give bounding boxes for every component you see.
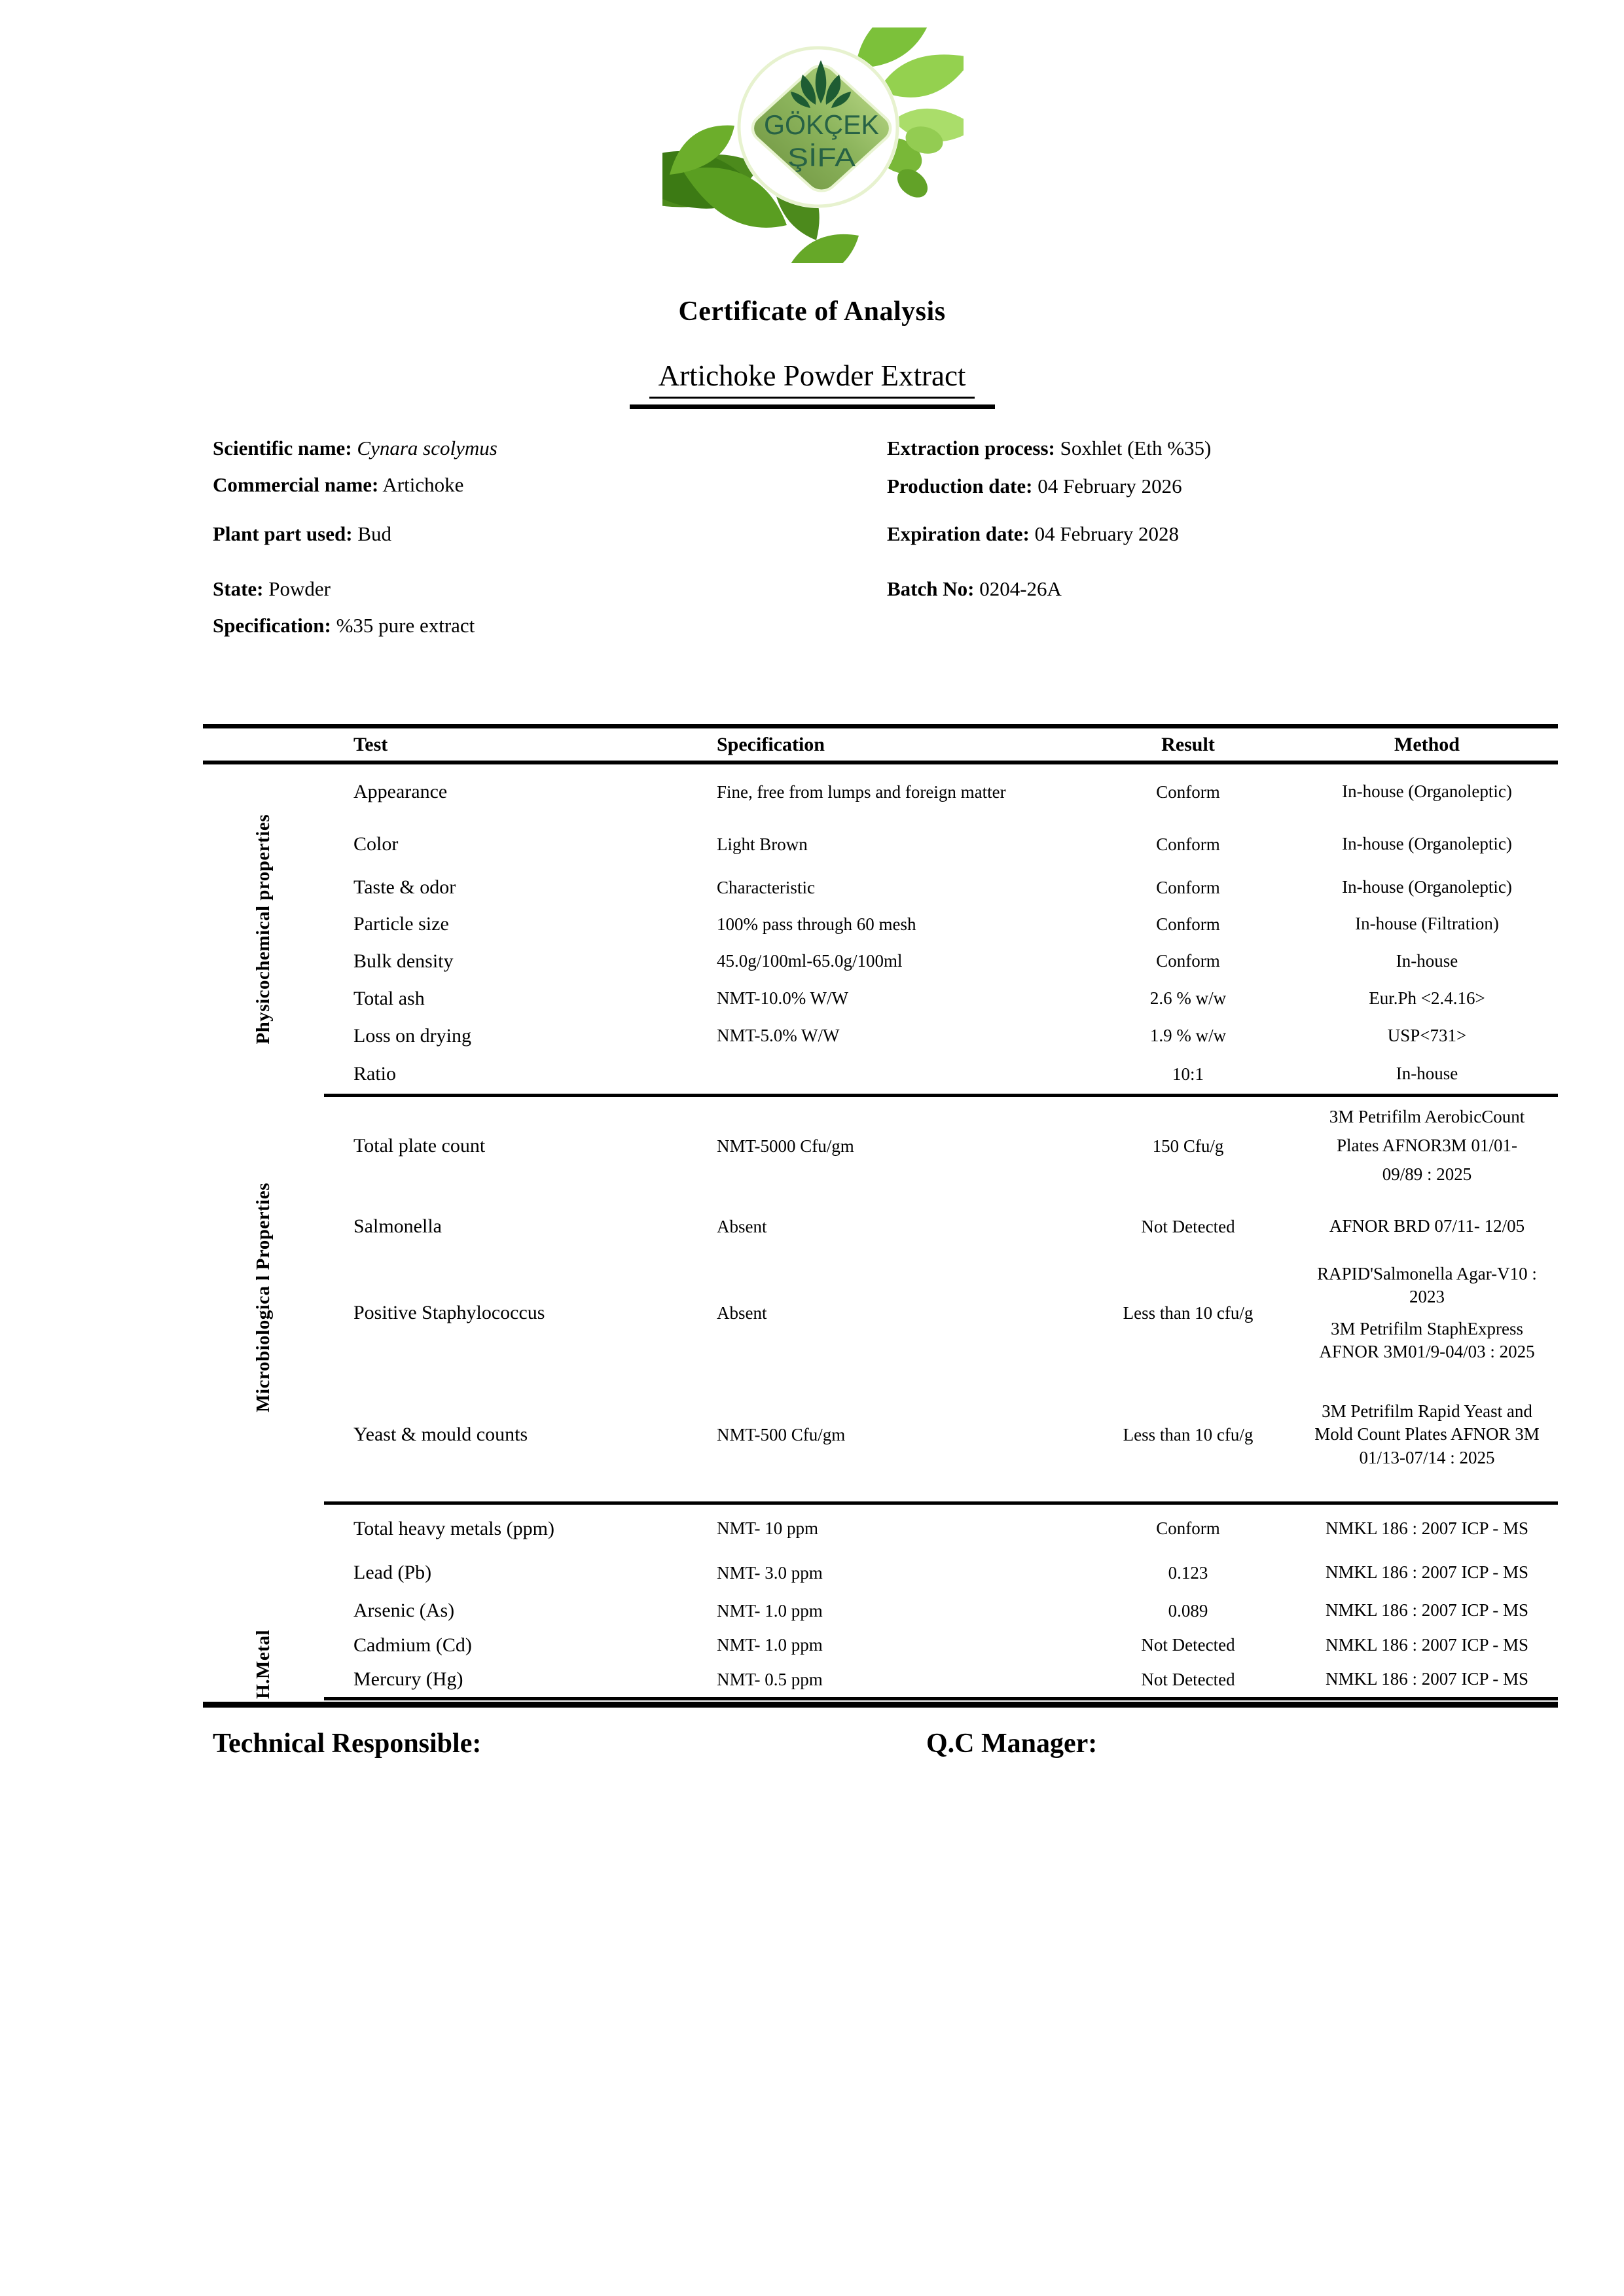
info-value: 04 February 2028 <box>1034 522 1180 545</box>
info-state <box>213 577 331 601</box>
info-value: Powder <box>268 577 331 600</box>
table-row <box>324 980 1558 1017</box>
cell-result: 2.6 % w/w <box>1149 988 1227 1008</box>
table-row <box>324 942 1558 980</box>
table-row <box>324 819 1558 869</box>
info-specification <box>213 614 475 637</box>
method-line: In-house (Organoleptic) <box>1342 877 1512 897</box>
info-label: Commercial name: <box>213 473 379 496</box>
table-row <box>324 764 1558 819</box>
cell-spec: Fine, free from lumps and foreign matter <box>717 781 1006 802</box>
method-line: 3M Petrifilm AerobicCount <box>1329 1107 1525 1127</box>
table-row <box>324 1258 1558 1368</box>
info-plant-part <box>213 522 391 546</box>
product-title-wrap <box>0 359 1624 399</box>
cell-test: Mercury (Hg) <box>353 1668 463 1690</box>
method-line: Mold Count Plates AFNOR 3M <box>1314 1424 1540 1444</box>
info-extraction-process <box>887 437 1211 460</box>
info-scientific-name <box>213 437 497 460</box>
method-line: In-house <box>1396 950 1458 971</box>
cell-result: Conform <box>1156 834 1220 854</box>
cell-test: Arsenic (As) <box>353 1600 455 1621</box>
cell-result: 0.123 <box>1168 1562 1208 1583</box>
cell-method <box>1296 1258 1558 1368</box>
technical-responsible-label: Technical Responsible: <box>213 1729 482 1759</box>
method-line: AFNOR BRD 07/11- 12/05 <box>1329 1216 1525 1236</box>
info-label: Scientific name: <box>213 437 352 459</box>
cell-test: Particle size <box>353 913 449 935</box>
column-header-test: Test <box>353 733 388 755</box>
cell-spec: NMT- 1.0 ppm <box>717 1635 823 1655</box>
cell-spec: 45.0g/100ml-65.0g/100ml <box>717 951 903 971</box>
cell-test: Salmonella <box>353 1215 442 1237</box>
cell-spec: Absent <box>717 1302 767 1323</box>
cell-method <box>1296 1628 1558 1662</box>
table-row <box>324 1097 1558 1195</box>
cell-method <box>1296 942 1558 980</box>
method-line: 09/89 : 2025 <box>1382 1164 1472 1184</box>
cell-result: Conform <box>1156 1518 1220 1538</box>
cell-result: Less than 10 cfu/g <box>1123 1302 1254 1323</box>
cell-method <box>1296 1195 1558 1258</box>
section-label: H.Metal <box>253 1630 274 1699</box>
table-row <box>324 906 1558 942</box>
table-header-row <box>203 728 1558 761</box>
logo-word-1: GÖKÇEK <box>764 109 879 140</box>
section-heavy-metals <box>203 1501 1558 1700</box>
cell-method <box>1296 1017 1558 1054</box>
info-production-date <box>887 475 1182 498</box>
section-label-col <box>203 764 324 1094</box>
method-line: In-house (Organoleptic) <box>1342 834 1512 854</box>
cell-result: 10:1 <box>1172 1064 1204 1084</box>
cell-method <box>1296 1505 1558 1552</box>
method-line: NMKL 186 : 2007 ICP - MS <box>1325 1518 1529 1538</box>
info-label: Extraction process: <box>887 437 1055 459</box>
analysis-table <box>203 724 1558 1708</box>
cell-method <box>1296 1097 1558 1195</box>
cell-spec: NMT- 0.5 ppm <box>717 1669 823 1689</box>
cell-result: 0.089 <box>1168 1600 1208 1621</box>
info-value: %35 pure extract <box>336 614 475 637</box>
company-logo-graphic <box>662 27 964 263</box>
cell-test: Total ash <box>353 987 425 1009</box>
cell-spec: NMT- 3.0 ppm <box>717 1562 823 1583</box>
cell-test: Cadmium (Cd) <box>353 1634 472 1656</box>
table-bottom-rule <box>203 1702 1558 1708</box>
cell-result: 1.9 % w/w <box>1149 1026 1227 1045</box>
section-label: Physicochemical properties <box>253 814 274 1045</box>
info-commercial-name <box>213 473 463 497</box>
cell-method <box>1296 819 1558 869</box>
cell-test: Total heavy metals (ppm) <box>353 1517 554 1539</box>
cell-test: Positive Staphylococcus <box>353 1302 545 1323</box>
info-label: Batch No: <box>887 577 975 600</box>
table-row <box>324 1628 1558 1662</box>
table-row <box>324 1662 1558 1697</box>
cell-method <box>1296 980 1558 1017</box>
cell-spec: 100% pass through 60 mesh <box>717 914 916 934</box>
cell-method <box>1296 869 1558 906</box>
cell-test: Appearance <box>353 781 448 802</box>
cell-test: Taste & odor <box>353 876 456 898</box>
cell-test: Bulk density <box>353 950 454 972</box>
product-name: Artichoke Powder Extract <box>649 359 975 399</box>
section-label: Microbiologica l Properties <box>253 1183 274 1412</box>
cell-test: Ratio <box>353 1063 396 1085</box>
method-line: USP<731> <box>1387 1025 1467 1045</box>
cell-method <box>1296 1552 1558 1593</box>
info-label: State: <box>213 577 264 600</box>
method-line: In-house <box>1396 1064 1458 1084</box>
cell-spec: NMT-5000 Cfu/gm <box>717 1136 854 1156</box>
method-line: In-house (Filtration) <box>1355 914 1499 934</box>
cell-spec: NMT- 1.0 ppm <box>717 1600 823 1621</box>
table-row <box>324 1195 1558 1258</box>
cell-method <box>1296 1368 1558 1501</box>
cell-result: Not Detected <box>1141 1635 1235 1655</box>
info-value: Artichoke <box>382 473 464 496</box>
cell-test: Lead (Pb) <box>353 1562 432 1583</box>
cell-spec: NMT-500 Cfu/gm <box>717 1424 846 1444</box>
method-line: NMKL 186 : 2007 ICP - MS <box>1325 1562 1529 1583</box>
cell-method <box>1296 764 1558 819</box>
method-line: 3M Petrifilm Rapid Yeast and <box>1322 1401 1532 1422</box>
info-value: 0204-26A <box>979 577 1062 600</box>
cell-method <box>1296 906 1558 942</box>
table-row <box>324 869 1558 906</box>
table-row <box>324 1593 1558 1628</box>
method-line: In-house (Organoleptic) <box>1342 781 1512 802</box>
table-row <box>324 1505 1558 1552</box>
method-line: RAPID'Salmonella Agar-V10 : <box>1317 1263 1537 1283</box>
info-label: Specification: <box>213 614 331 637</box>
info-value: Bud <box>357 522 392 545</box>
company-logo <box>662 27 964 263</box>
cell-spec: NMT-10.0% W/W <box>717 988 848 1008</box>
cell-test: Loss on drying <box>353 1024 471 1047</box>
cell-test: Color <box>353 833 399 855</box>
section-label-col <box>203 1501 324 1700</box>
column-header-result: Result <box>1161 733 1215 755</box>
method-line: 01/13-07/14 : 2025 <box>1359 1447 1495 1467</box>
info-label: Production date: <box>887 475 1033 497</box>
page-title: Certificate of Analysis <box>678 296 946 327</box>
cell-spec: NMT-5.0% W/W <box>717 1026 840 1045</box>
cell-spec <box>687 1054 1080 1094</box>
info-value: Soxhlet (Eth %35) <box>1060 437 1212 459</box>
cell-result: Conform <box>1156 877 1220 897</box>
info-expiration-date <box>887 522 1179 546</box>
column-header-method: Method <box>1394 733 1460 755</box>
cell-result: Conform <box>1156 951 1220 971</box>
cell-method <box>1296 1054 1558 1094</box>
method-line: NMKL 186 : 2007 ICP - MS <box>1325 1634 1529 1655</box>
info-value: 04 February 2026 <box>1038 475 1182 497</box>
table-row <box>324 1054 1558 1094</box>
cell-result: Conform <box>1156 781 1220 802</box>
cell-spec: NMT- 10 ppm <box>717 1518 819 1538</box>
section-rows <box>324 1501 1558 1700</box>
table-row <box>324 1017 1558 1054</box>
cell-spec: Characteristic <box>717 877 815 897</box>
cell-result: Conform <box>1156 914 1220 934</box>
method-line: Eur.Ph <2.4.16> <box>1369 988 1485 1008</box>
info-label: Plant part used: <box>213 522 353 545</box>
cell-result: Not Detected <box>1141 1669 1235 1689</box>
method-line: AFNOR 3M01/9-04/03 : 2025 <box>1319 1342 1535 1362</box>
method-line: 2023 <box>1409 1286 1445 1306</box>
cell-method <box>1296 1662 1558 1697</box>
cell-result: Not Detected <box>1141 1216 1235 1236</box>
info-label: Expiration date: <box>887 522 1030 545</box>
cell-test: Yeast & mould counts <box>353 1424 528 1445</box>
method-line: 3M Petrifilm StaphExpress <box>1331 1319 1523 1338</box>
info-value: Cynara scolymus <box>357 437 497 459</box>
cell-spec: Absent <box>717 1216 767 1236</box>
section-microbiological <box>203 1094 1558 1501</box>
method-line: Plates AFNOR3M 01/01- <box>1336 1136 1518 1156</box>
table-top-rule <box>203 724 1558 728</box>
section-rows <box>324 764 1558 1094</box>
column-header-specification: Specification <box>717 733 825 755</box>
info-batch-no <box>887 577 1062 601</box>
method-line: NMKL 186 : 2007 ICP - MS <box>1325 1669 1529 1689</box>
cell-result: Less than 10 cfu/g <box>1123 1424 1254 1444</box>
table-row <box>324 1552 1558 1593</box>
table-row <box>324 1368 1558 1501</box>
section-label-col <box>203 1094 324 1501</box>
cell-test: Total plate count <box>353 1135 486 1157</box>
title-rule <box>630 404 995 409</box>
cell-method <box>1296 1593 1558 1628</box>
section-rows <box>324 1094 1558 1501</box>
qc-manager-label: Q.C Manager: <box>926 1729 1098 1759</box>
cell-result: 150 Cfu/g <box>1152 1136 1224 1156</box>
section-physicochemical <box>203 764 1558 1094</box>
method-line: NMKL 186 : 2007 ICP - MS <box>1325 1600 1529 1621</box>
logo-word-2: ŞİFA <box>787 143 844 172</box>
cell-spec: Light Brown <box>717 834 808 854</box>
